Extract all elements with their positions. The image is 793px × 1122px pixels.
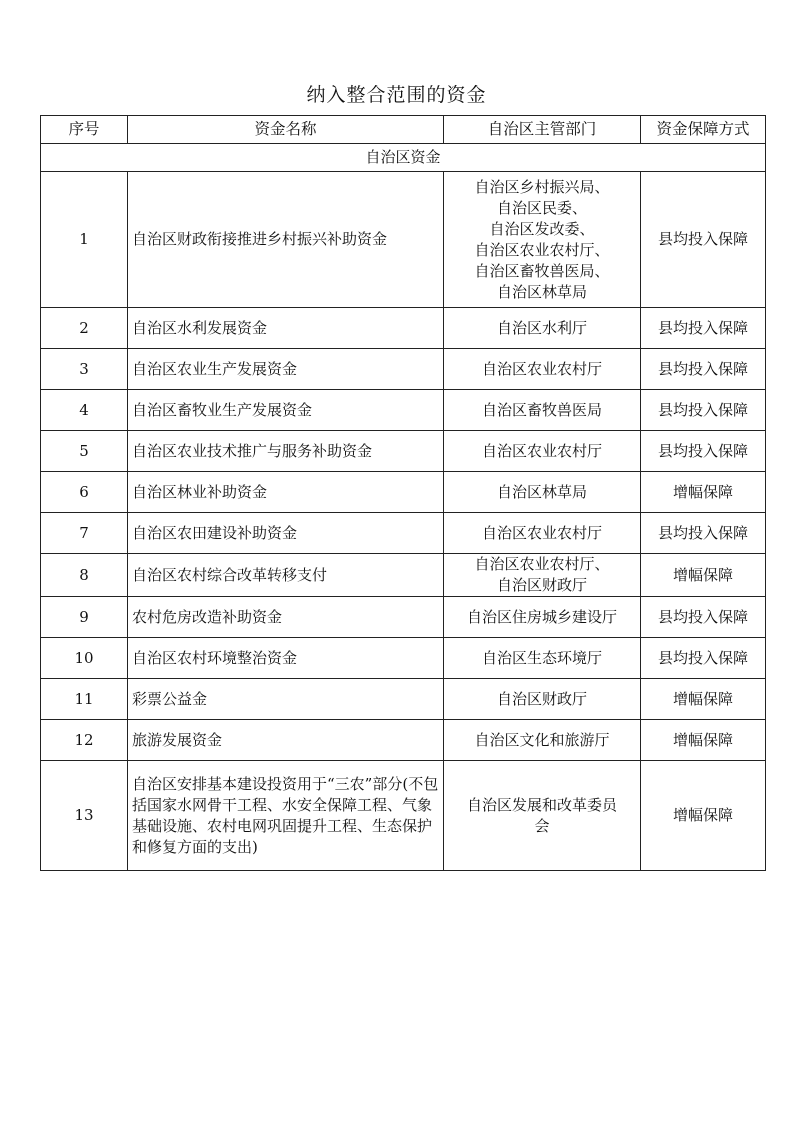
department-line: 自治区乡村振兴局、 (474, 177, 610, 196)
row-number: 5 (41, 431, 128, 472)
department-line: 自治区生态环境厅 (481, 648, 602, 667)
department-line: 自治区财政厅 (496, 576, 587, 594)
header-dept: 自治区主管部门 (444, 116, 641, 144)
department-line: 自治区农业农村厅、 (474, 555, 610, 573)
row-number: 1 (41, 172, 128, 308)
department-line: 自治区水利厅 (496, 318, 587, 337)
department-line: 自治区畜牧兽医局、 (474, 261, 610, 280)
guarantee-mode: 县均投入保障 (641, 513, 766, 554)
table-row (41, 761, 766, 871)
table-row (41, 720, 766, 761)
department-line: 自治区林草局 (496, 482, 587, 501)
department-cell (444, 172, 641, 308)
department-line: 自治区民委、 (496, 198, 587, 217)
table-row (41, 390, 766, 431)
department-line: 自治区农业农村厅 (481, 523, 602, 542)
table-row (41, 554, 766, 597)
guarantee-mode: 增幅保障 (641, 554, 766, 597)
row-number: 3 (41, 349, 128, 390)
table-row (41, 597, 766, 638)
header-row (41, 116, 766, 144)
department-cell (444, 431, 641, 472)
table-row (41, 308, 766, 349)
department-cell (444, 472, 641, 513)
header-mode: 资金保障方式 (641, 116, 766, 144)
guarantee-mode: 县均投入保障 (641, 172, 766, 308)
department-cell (444, 679, 641, 720)
fund-name: 自治区水利发展资金 (128, 308, 444, 349)
fund-name: 自治区畜牧业生产发展资金 (128, 390, 444, 431)
department-cell (444, 761, 641, 871)
department-line: 自治区畜牧兽医局 (481, 400, 602, 419)
guarantee-mode: 县均投入保障 (641, 431, 766, 472)
guarantee-mode: 增幅保障 (641, 679, 766, 720)
department-line: 自治区文化和旅游厅 (474, 730, 610, 749)
department-cell (444, 597, 641, 638)
table-row (41, 172, 766, 308)
row-number: 13 (41, 761, 128, 871)
department-cell (444, 308, 641, 349)
guarantee-mode: 县均投入保障 (641, 308, 766, 349)
department-cell (444, 349, 641, 390)
department-cell (444, 638, 641, 679)
guarantee-mode: 增幅保障 (641, 472, 766, 513)
header-name: 资金名称 (128, 116, 444, 144)
guarantee-mode: 县均投入保障 (641, 597, 766, 638)
header-no: 序号 (41, 116, 128, 144)
guarantee-mode: 县均投入保障 (641, 638, 766, 679)
guarantee-mode: 县均投入保障 (641, 390, 766, 431)
department-line: 自治区财政厅 (496, 689, 587, 708)
department-line: 自治区农业农村厅 (481, 359, 602, 378)
department-line: 会 (534, 816, 550, 835)
fund-name: 彩票公益金 (128, 679, 444, 720)
department-line: 自治区住房城乡建设厅 (466, 607, 617, 626)
row-number: 6 (41, 472, 128, 513)
department-cell (444, 554, 641, 597)
row-number: 10 (41, 638, 128, 679)
guarantee-mode: 增幅保障 (641, 761, 766, 871)
fund-name: 自治区农业技术推广与服务补助资金 (128, 431, 444, 472)
row-number: 7 (41, 513, 128, 554)
department-cell (444, 513, 641, 554)
department-line: 自治区农业农村厅 (481, 441, 602, 460)
row-number: 8 (41, 554, 128, 597)
table-row (41, 679, 766, 720)
fund-name: 自治区农田建设补助资金 (128, 513, 444, 554)
row-number: 2 (41, 308, 128, 349)
fund-name: 自治区林业补助资金 (128, 472, 444, 513)
section-row (41, 144, 766, 172)
fund-name: 自治区农村环境整治资金 (128, 638, 444, 679)
section-title: 自治区资金 (41, 144, 766, 172)
table-row (41, 431, 766, 472)
fund-name: 自治区农业生产发展资金 (128, 349, 444, 390)
fund-name: 自治区财政衔接推进乡村振兴补助资金 (128, 172, 444, 308)
guarantee-mode: 县均投入保障 (641, 349, 766, 390)
guarantee-mode: 增幅保障 (641, 720, 766, 761)
row-number: 9 (41, 597, 128, 638)
table-row (41, 472, 766, 513)
department-cell (444, 390, 641, 431)
fund-name: 自治区农村综合改革转移支付 (128, 554, 444, 597)
row-number: 12 (41, 720, 128, 761)
department-cell (444, 720, 641, 761)
document-title: 纳入整合范围的资金 (306, 84, 487, 106)
row-number: 4 (41, 390, 128, 431)
fund-name: 农村危房改造补助资金 (128, 597, 444, 638)
row-number: 11 (41, 679, 128, 720)
department-line: 自治区林草局 (496, 282, 587, 301)
department-line: 自治区发展和改革委员 (466, 795, 617, 814)
fund-name: 自治区安排基本建设投资用于“三农”部分(不包括国家水网骨干工程、水安全保障工程、气象基础设施、农村电网巩固提升工程、生态保护和修复方面的支出) (128, 761, 444, 871)
table-row (41, 513, 766, 554)
department-line: 自治区农业农村厅、 (474, 240, 610, 259)
fund-name: 旅游发展资金 (128, 720, 444, 761)
table-row (41, 638, 766, 679)
funds-table (40, 115, 766, 871)
department-line: 自治区发改委、 (489, 219, 595, 238)
table-row (41, 349, 766, 390)
